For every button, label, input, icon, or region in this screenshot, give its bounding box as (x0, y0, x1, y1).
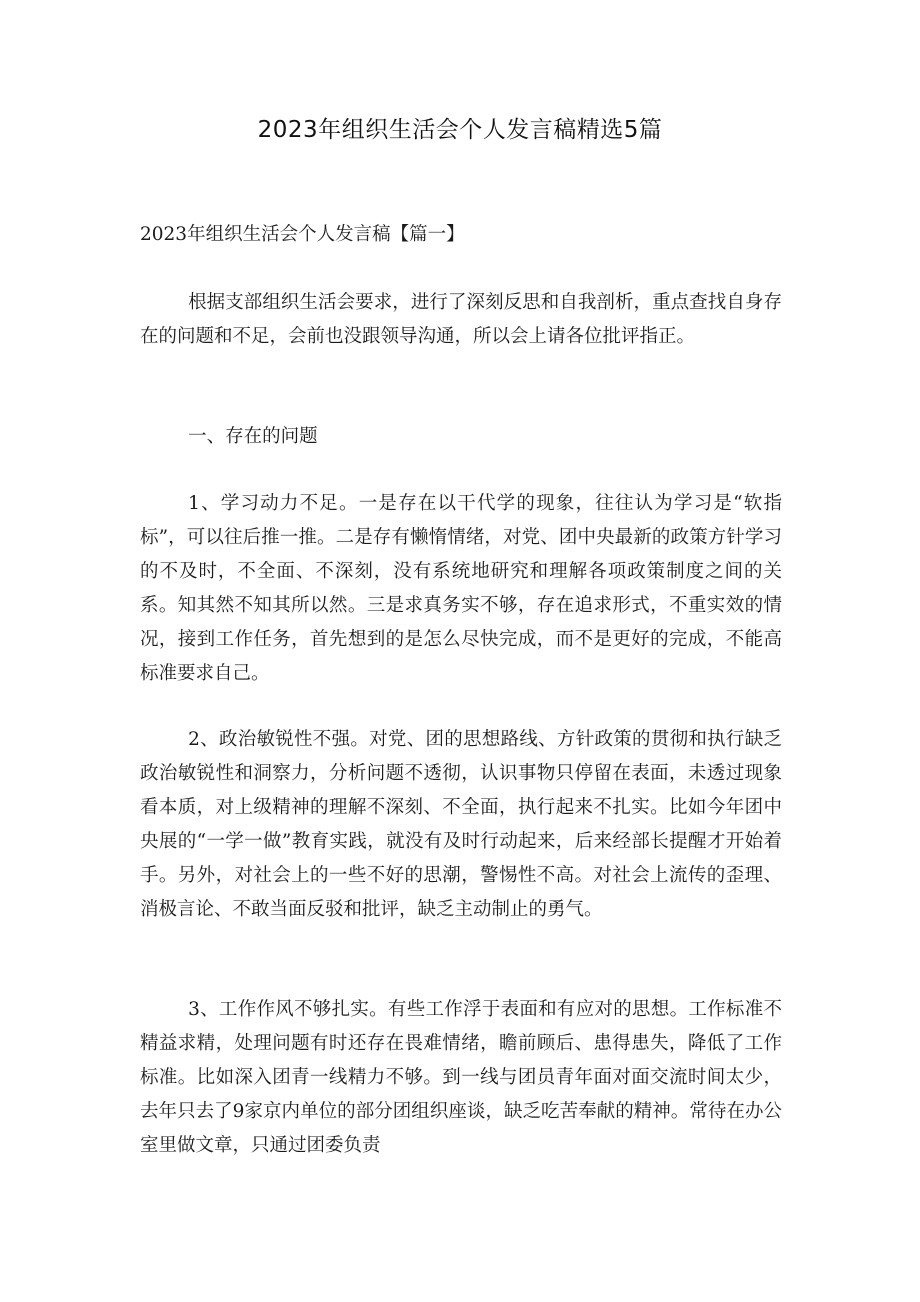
subheading-problems: 一、存在的问题 (188, 426, 318, 447)
section-heading: 2023年组织生活会个人发言稿【篇一】 (140, 224, 465, 245)
paragraph-intro: 根据支部组织生活会要求，进行了深刻反思和自我剖析，重点查找自身存在的问题和不足，会前也没跟领导沟通，所以会上请各位批评指正。 (140, 292, 782, 347)
paragraph-item-2: 2、政治敏锐性不强。对党、团的思想路线、方针政策的贯彻和执行缺乏政治敏锐性和洞察力，分析问题不透彻，认识事物只停留在表面，未透过现象看本质，对上级精神的理解不深刻、不全面，执行起来不扎实。比如今年团中央展的“一学一做”教育实践，就没有及时行动起来，后来经部长提醒才开始着手。另外，对社会上的一些不好的思潮，警惕性不高。对社会上流传的歪理、消极言论、不敢当面反驳和批评，缺乏主动制止的勇气。 (140, 729, 782, 920)
paragraph-item-1: 1、学习动力不足。一是存在以干代学的现象，往往认为学习是“软指标”，可以往后推一推。二是存有懒惰情绪，对党、团中央最新的政策方针学习的不及时，不全面、不深刻，没有系统地研究和理解各项政策制度之间的关系。知其然不知其所以然。三是求真务实不够，存在追求形式，不重实效的情况，接到工作任务，首先想到的是怎么尽快完成，而不是更好的完成，不能高标准要求自己。 (140, 493, 782, 684)
document-title: 2023年组织生活会个人发言稿精选5篇 (257, 117, 663, 143)
paragraph-item-3: 3、工作作风不够扎实。有些工作浮于表面和有应对的思想。工作标准不精益求精，处理问题有时还存在畏难情绪，瞻前顾后、患得患失，降低了工作标准。比如深入团青一线精力不够。到一线与团员青年面对面交流时间太少，去年只去了9家京内单位的部分团组织座谈，缺乏吃苦奉献的精神。常待在办公室里做文章，只通过团委负责 (140, 999, 782, 1156)
